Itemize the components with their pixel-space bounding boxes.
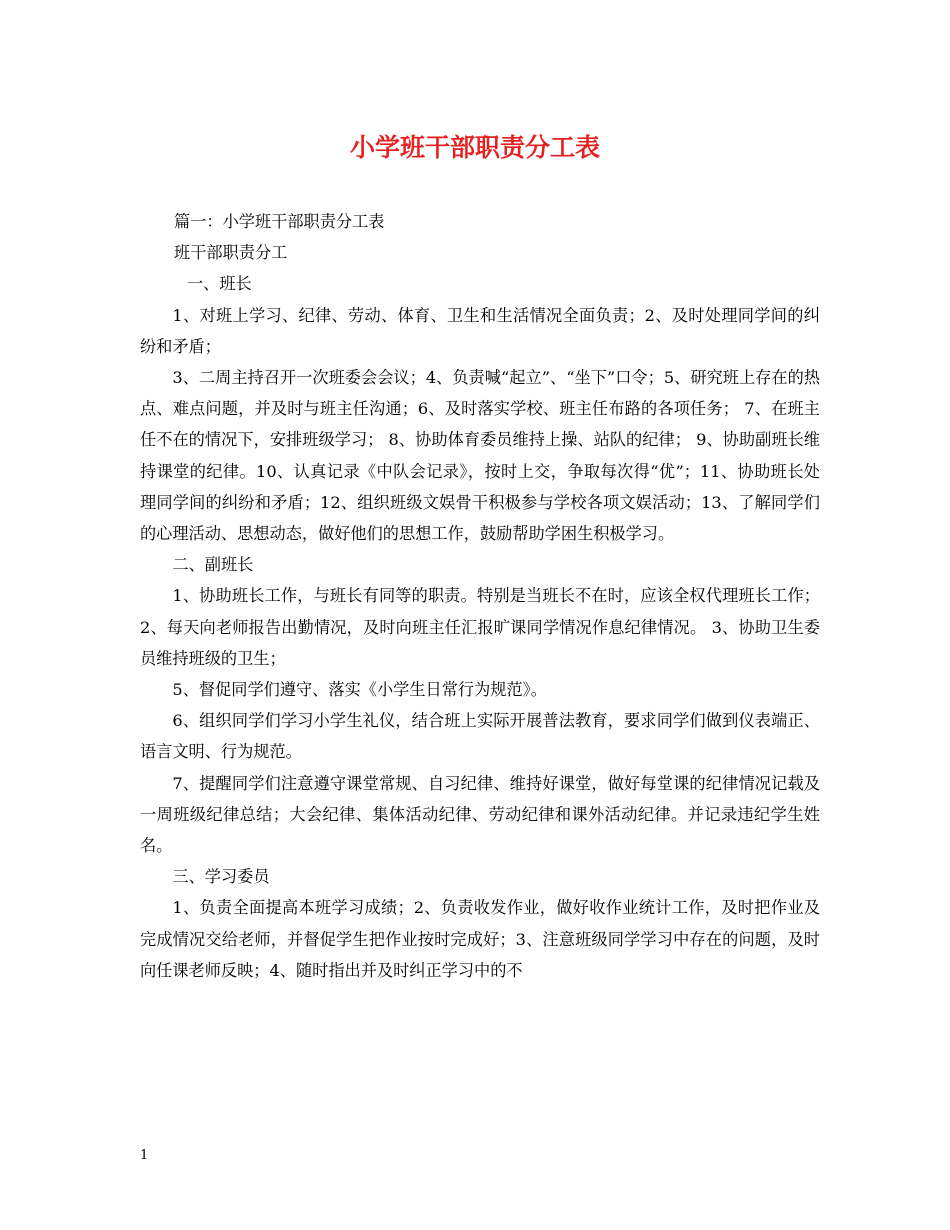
paragraph-vice-monitor-duties-7: 7、提醒同学们注意遵守课堂常规、自习纪律、维持好课堂，做好每堂课的纪律情况记载及一周班级纪律总结；大会纪律、集体活动纪律、劳动纪律和课外活动纪律。并记录违纪学生姓名。 <box>140 773 820 856</box>
paragraph-vice-monitor-duties-5: 5、督促同学们遵守、落实《小学生日常行为规范》。 <box>172 680 547 700</box>
paragraph-monitor-duties-1: 1、对班上学习、纪律、劳动、体育、卫生和生活情况全面负责；2、及时处理同学间的纠纷和矛盾； <box>140 305 820 356</box>
document-body <box>140 206 820 986</box>
paragraph-vice-monitor-duties-6: 6、组织同学们学习小学生礼仪，结合班上实际开展普法教育，要求同学们做到仪表端正、语言文明、行为规范。 <box>140 711 820 762</box>
heading-study-committee: 三、学习委员 <box>172 867 270 887</box>
page-number: 1 <box>140 1148 149 1163</box>
paragraph-monitor-duties-2: 3、二周主持召开一次班委会会议；4、负责喊“起立”、“坐下”口令；5、研究班上存在的热点、难点问题，并及时与班主任沟通；6、及时落实学校、班主任布路的各项任务； 7、在班主任不在的情况下，安排班级学习； 8、协助体育委员维持上操、站队的纪律； 9、协助副班长维持课堂的纪律。10、认真记录《中队会记录》，按时上交，争取每次得“优”；11、协助班长处理同学间的纠纷和矛盾；12、组织班级文娱骨干积极参与学校各项文娱活动；13、了解同学们的心理活动、思想动态，做好他们的思想工作，鼓励帮助学困生积极学习。 <box>140 368 820 544</box>
heading-monitor: 一、班长 <box>186 274 252 294</box>
document-title: 小学班干部职责分工表 <box>349 133 600 162</box>
paragraph-vice-monitor-duties-1: 1、协助班长工作，与班长有同等的职责。特别是当班长不在时，应该全权代理班长工作； 2、每天向老师报告出勤情况，及时向班主任汇报旷课同学情况作息纪律情况。 3、协助卫生委员维持班级的卫生； <box>140 586 820 668</box>
paragraph-study-committee-duties: 1、负责全面提高本班学习成绩；2、负责收发作业，做好收作业统计工作，及时把作业及完成情况交给老师，并督促学生把作业按时完成好；3、注意班级同学学习中存在的问题，及时向任课老师反映；4、随时指出并及时纠正学习中的不 <box>140 898 820 980</box>
paragraph-section-heading: 班干部职责分工 <box>174 243 288 263</box>
heading-vice-monitor: 二、副班长 <box>172 555 254 575</box>
paragraph-subtitle: 篇一：小学班干部职责分工表 <box>174 212 385 231</box>
